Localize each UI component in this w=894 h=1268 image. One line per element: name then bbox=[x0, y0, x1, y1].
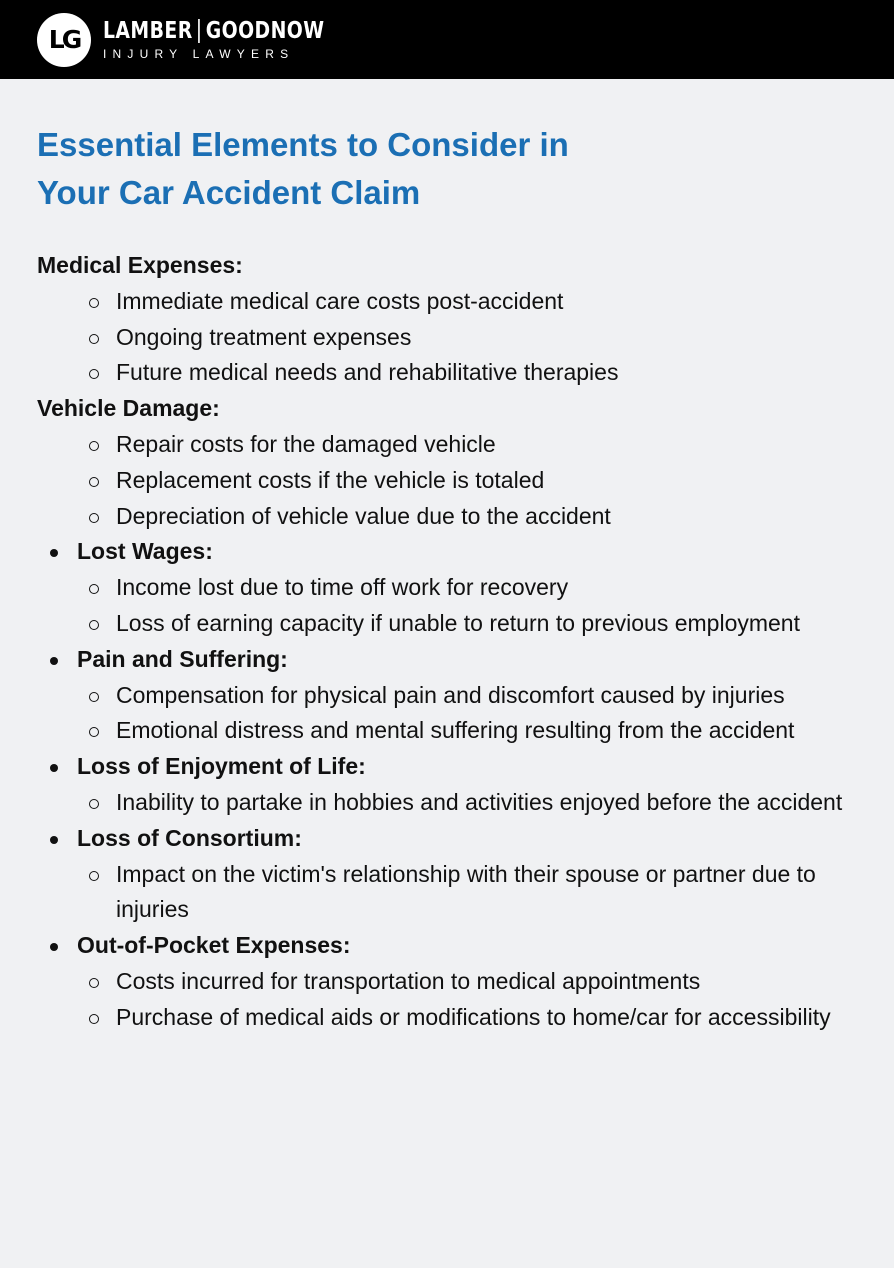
hollow-bullet-icon bbox=[89, 298, 99, 308]
section-label: Vehicle Damage: bbox=[37, 395, 220, 422]
hollow-bullet-icon bbox=[89, 799, 99, 809]
list-item bbox=[116, 606, 857, 642]
section-items bbox=[37, 964, 857, 1036]
section-items bbox=[37, 570, 857, 642]
section-label: Loss of Consortium: bbox=[77, 824, 302, 851]
hollow-bullet-icon bbox=[89, 978, 99, 988]
section-heading bbox=[37, 642, 857, 678]
logo-icon bbox=[37, 13, 91, 67]
logo-initials: LG bbox=[48, 25, 80, 54]
list-item bbox=[116, 857, 857, 929]
list-item-text: Inability to partake in hobbies and activities enjoyed before the accident bbox=[116, 788, 843, 815]
section-label: Medical Expenses: bbox=[37, 252, 243, 278]
list-item bbox=[116, 713, 857, 749]
list-item-text: Immediate medical care costs post-accident bbox=[116, 287, 564, 314]
brand-name-left: LAMBER bbox=[103, 18, 193, 44]
section-label: Pain and Suffering: bbox=[77, 645, 288, 672]
hollow-bullet-icon bbox=[89, 620, 99, 630]
title-line-1: Essential Elements to Consider in bbox=[37, 126, 569, 163]
section-heading bbox=[37, 391, 857, 427]
list-item-text: Emotional distress and mental suffering resulting from the accident bbox=[116, 717, 795, 744]
brand-tagline: INJURY LAWYERS bbox=[103, 47, 295, 61]
list-item bbox=[116, 284, 857, 320]
list-item-text: Purchase of medical aids or modifications to home/car for accessibility bbox=[116, 1003, 831, 1030]
bullet-dot-icon bbox=[50, 764, 58, 772]
hollow-bullet-icon bbox=[89, 727, 99, 737]
list-item-text: Income lost due to time off work for recovery bbox=[116, 574, 569, 601]
list-item-text: Future medical needs and rehabilitative therapies bbox=[116, 359, 619, 386]
title-line-2: Your Car Accident Claim bbox=[37, 174, 421, 211]
bullet-dot-icon bbox=[50, 943, 58, 951]
list-item-text: Depreciation of vehicle value due to the accident bbox=[116, 502, 611, 529]
list-item bbox=[116, 570, 857, 606]
brand-header bbox=[0, 0, 894, 79]
list-item-text: Impact on the victim's relationship with their spouse or partner due to injuries bbox=[116, 860, 816, 923]
bullet-dot-icon bbox=[50, 549, 58, 557]
page-title bbox=[37, 121, 857, 217]
hollow-bullet-icon bbox=[89, 334, 99, 344]
hollow-bullet-icon bbox=[89, 477, 99, 487]
claim-elements-list bbox=[37, 248, 857, 1036]
list-item-text: Ongoing treatment expenses bbox=[116, 323, 412, 350]
section-heading bbox=[37, 821, 857, 857]
brand-name-right: GOODNOW bbox=[205, 18, 325, 44]
brand-divider bbox=[198, 19, 200, 43]
hollow-bullet-icon bbox=[89, 369, 99, 379]
list-item-text: Loss of earning capacity if unable to return to previous employment bbox=[116, 609, 800, 636]
logo-wordmark bbox=[103, 18, 373, 61]
hollow-bullet-icon bbox=[89, 584, 99, 594]
section-items bbox=[37, 785, 857, 821]
hollow-bullet-icon bbox=[89, 871, 99, 881]
section-items bbox=[37, 284, 857, 391]
list-item bbox=[116, 463, 857, 499]
section-items bbox=[37, 857, 857, 929]
hollow-bullet-icon bbox=[89, 441, 99, 451]
section-label: Loss of Enjoyment of Life: bbox=[77, 753, 366, 780]
list-item bbox=[116, 1000, 857, 1036]
section-heading bbox=[37, 248, 857, 284]
list-item-text: Replacement costs if the vehicle is totaled bbox=[116, 466, 545, 493]
list-item bbox=[116, 499, 857, 535]
hollow-bullet-icon bbox=[89, 1014, 99, 1024]
hollow-bullet-icon bbox=[89, 692, 99, 702]
list-item-text: Compensation for physical pain and discomfort caused by injuries bbox=[116, 681, 785, 708]
bullet-dot-icon bbox=[50, 836, 58, 844]
list-item bbox=[116, 320, 857, 356]
list-item bbox=[116, 355, 857, 391]
list-item bbox=[116, 427, 857, 463]
section-heading bbox=[37, 749, 857, 785]
section-heading bbox=[37, 534, 857, 570]
section-label: Out-of-Pocket Expenses: bbox=[77, 932, 351, 959]
bullet-dot-icon bbox=[50, 657, 58, 665]
list-item-text: Repair costs for the damaged vehicle bbox=[116, 430, 496, 457]
section-label: Lost Wages: bbox=[77, 538, 213, 565]
hollow-bullet-icon bbox=[89, 513, 99, 523]
list-item bbox=[116, 785, 857, 821]
list-item-text: Costs incurred for transportation to medical appointments bbox=[116, 967, 701, 994]
section-items bbox=[37, 427, 857, 534]
list-item bbox=[116, 964, 857, 1000]
section-heading bbox=[37, 928, 857, 964]
list-item bbox=[116, 678, 857, 714]
main-content bbox=[0, 121, 894, 1036]
section-items bbox=[37, 678, 857, 750]
